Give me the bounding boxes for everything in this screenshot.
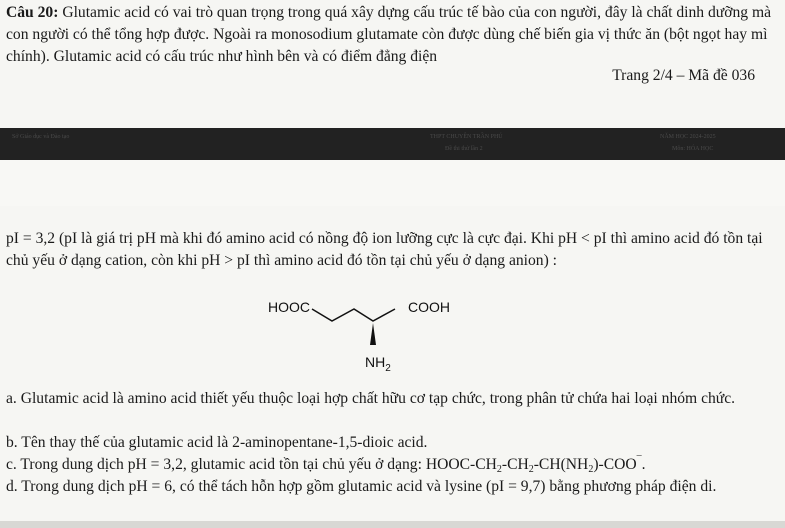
header-gap: [0, 160, 785, 206]
option-d: d. Trong dung dịch pH = 6, có thể tách hỗn hợp gồm glutamic acid và lysine (pI = 9,7) bằng phương pháp điện di.: [6, 478, 717, 495]
wedge-bond: [370, 323, 376, 345]
cut-off-line: [0, 521, 785, 528]
page-header-band: [0, 128, 785, 160]
band-sub-right: Môn: HÓA HỌC: [672, 146, 714, 152]
band-center: THPT CHUYÊN TRẦN PHÚ: [430, 134, 503, 140]
band-left: Sở Giáo dục và Đào tạo: [12, 134, 70, 140]
amino-group: $NH_2$: [365, 354, 391, 374]
question-intro: Glutamic acid có vai trò quan trọng trong quá xây dựng cấu trúc tế bào của con người, đây là chất dinh dưỡng mà con người có thể tổng hợp được. Ngoài ra monosodium glutamate còn được dùng chế biến gia vị thức ăn (bột ngọt hay mì chính). Glutamic acid có cấu trúc như hình bên và có điểm đẳng điện: [6, 4, 772, 65]
question-paragraph: [6, 2, 776, 68]
pi-paragraph: pI = 3,2 (pI là giá trị pH mà khi đó amino acid có nồng độ ion lưỡng cực là cực đại. Khi pH < pI thì amino acid đó tồn tại chủ yếu ở dạng cation, còn khi pH > pI thì amino acid đó tồn tại chủ yếu ở dạng anion) :: [6, 230, 763, 269]
cooh-group: COOH: [408, 299, 450, 315]
band-right: NĂM HỌC 2024-2025: [660, 134, 716, 140]
band-sub-center: Đề thi thử lần 2: [445, 146, 483, 152]
carbon-chain: [312, 309, 395, 321]
option-c: c. Trong dung dịch pH = 3,2, glutamic acid tồn tại chủ yếu ở dạng: HOOC-$CH_2-CH_2-CH(NH_2)-COO^¯$.: [6, 455, 646, 475]
option-a: a. Glutamic acid là amino acid thiết yếu thuộc loại hợp chất hữu cơ tạp chức, trong phân tử chứa hai loại nhóm chức.: [6, 390, 736, 407]
glutamic-acid-structure: [268, 293, 508, 385]
question-label: Câu 20:: [6, 4, 59, 21]
hooc-group: HOOC: [268, 299, 310, 315]
page-footer: Trang 2/4 – Mã đề 036: [612, 67, 755, 84]
option-b: b. Tên thay thế của glutamic acid là 2-aminopentane-1,5-dioic acid.: [6, 434, 428, 451]
